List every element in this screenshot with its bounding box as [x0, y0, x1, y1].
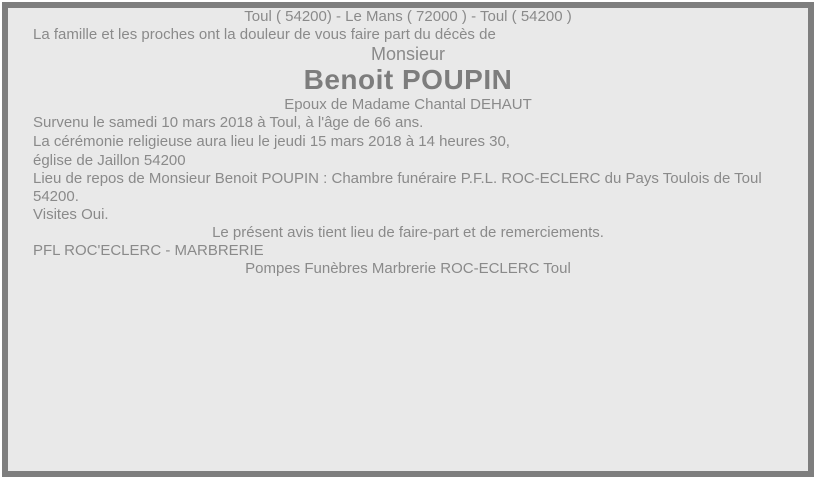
locations-line: Toul ( 54200) - Le Mans ( 72000 ) - Toul ( 54200 ) [244, 8, 572, 25]
ceremony-line-1: La cérémonie religieuse aura lieu le jeudi 15 mars 2018 à 14 heures 30, [33, 133, 510, 150]
ceremony-paragraph [33, 132, 783, 170]
death-date-line: Survenu le samedi 10 mars 2018 à Toul, à l'âge de 66 ans. [33, 114, 424, 131]
intro-line: La famille et les proches ont la douleur de vous faire part du décès de [33, 26, 496, 43]
deceased-name: Benoit POUPIN [303, 64, 513, 95]
funeral-home-line: PFL ROC'ECLERC - MARBRERIE [33, 242, 264, 259]
spouse-line: Epoux de Madame Chantal DEHAUT [284, 96, 532, 113]
ceremony-line-2: église de Jaillon 54200 [33, 152, 186, 169]
visits-line: Visites Oui. [33, 206, 109, 223]
footer-line: Pompes Funèbres Marbrerie ROC-ECLERC Toul [245, 260, 571, 277]
repose-line: Lieu de repos de Monsieur Benoit POUPIN : Chambre funéraire P.F.L. ROC-ECLERC du Pays Toulois de Toul 54200. [33, 170, 762, 205]
civility-line: Monsieur [370, 44, 446, 64]
farepart-line: Le présent avis tient lieu de faire-part et de remerciements. [212, 224, 604, 241]
death-notice-card [2, 2, 814, 477]
